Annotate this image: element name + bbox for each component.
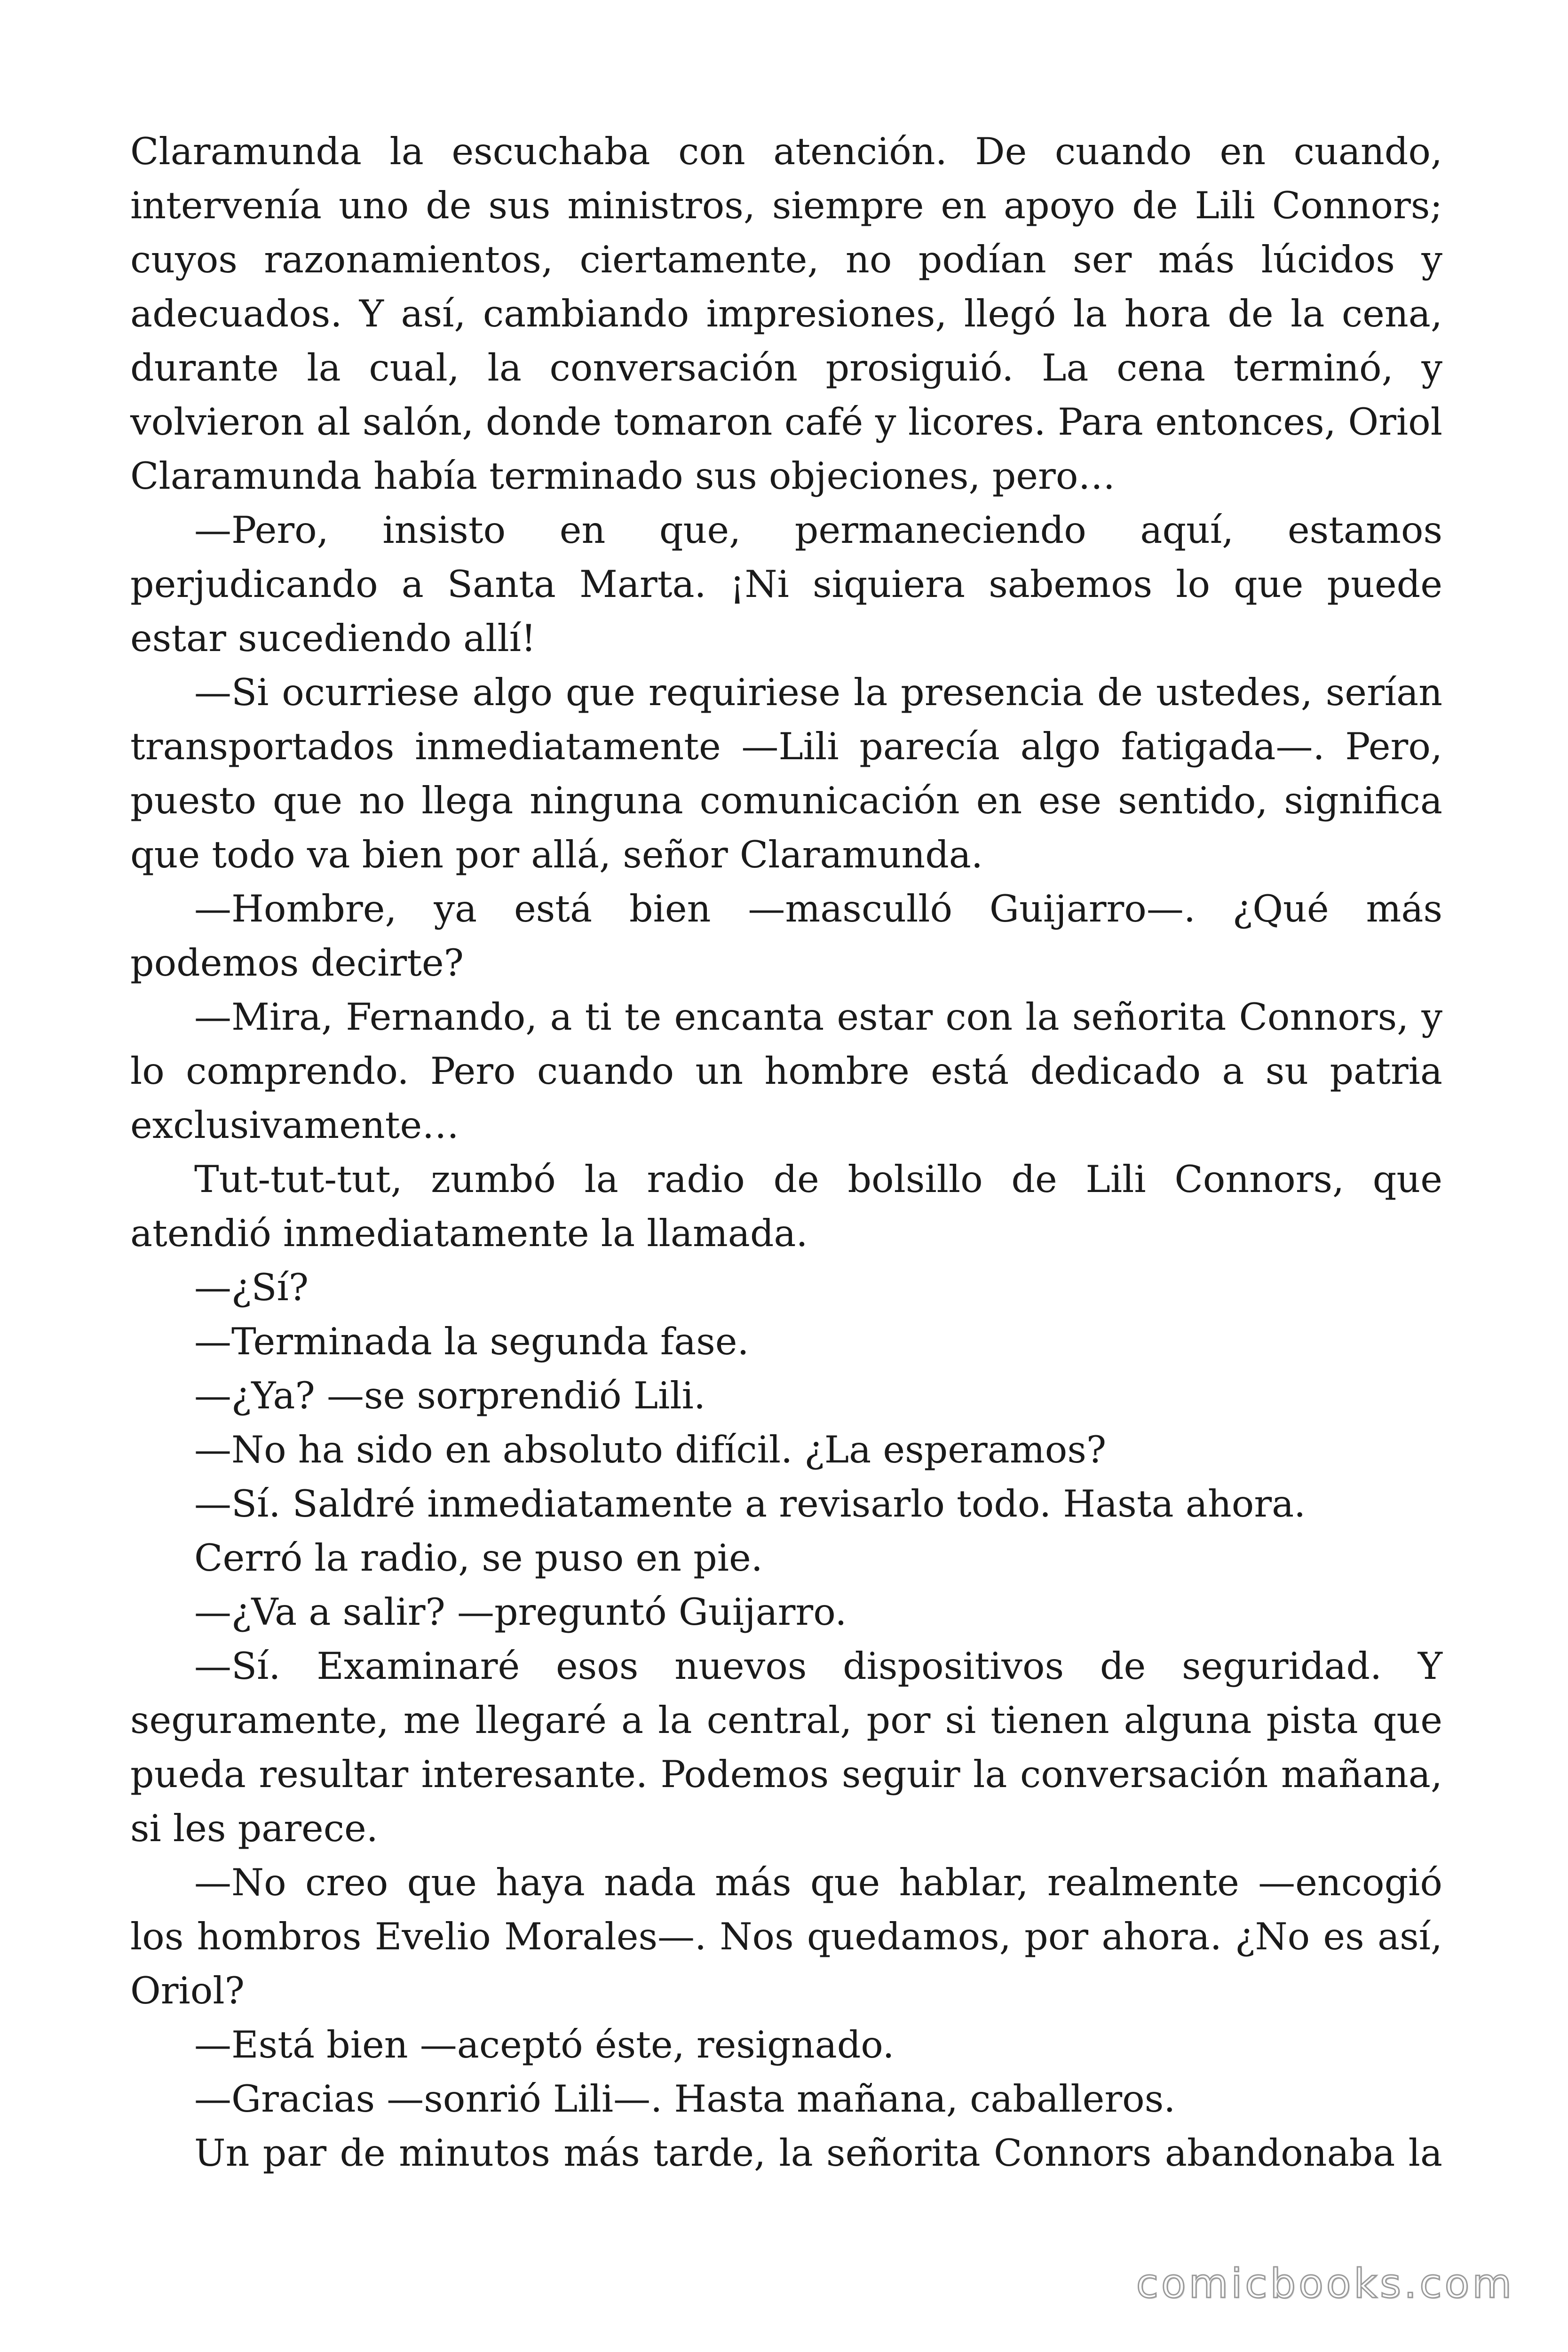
paragraph: —¿Ya? —se sorprendió Lili. — [194, 1374, 706, 1417]
watermark-logo: comicbooks.com — [1136, 2260, 1514, 2307]
paragraph: —Sí. Saldré inmediatamente a revisarlo todo. Hasta ahora. — [194, 1482, 1306, 1526]
paragraph: —Mira, Fernando, a ti te encanta estar con la señorita Connors, y lo comprendo. Pero cuando un hombre está dedicado a su patria exclusivamente… — [130, 995, 1442, 1147]
book-page-text — [130, 125, 1442, 2180]
paragraph: —Terminada la segunda fase. — [194, 1320, 749, 1363]
paragraph: —No ha sido en absoluto difícil. ¿La esperamos? — [194, 1428, 1107, 1471]
paragraph: —No creo que haya nada más que hablar, realmente —encogió los hombros Evelio Morales—. Nos quedamos, por ahora. ¿No es así, Oriol? — [130, 1861, 1442, 2012]
paragraph: Tut-tut-tut, zumbó la radio de bolsillo de Lili Connors, que atendió inmediatamente la llamada. — [130, 1158, 1442, 1255]
paragraph: —Si ocurriese algo que requiriese la presencia de ustedes, serían transportados inmediatamente —Lili parecía algo fatigada—. Pero, puesto que no llega ninguna comunicación en ese sentido, significa que todo va bien por allá, señor Claramunda. — [130, 671, 1442, 876]
paragraph: —Está bien —aceptó éste, resignado. — [194, 2023, 895, 2066]
paragraph: —¿Sí? — [194, 1266, 309, 1309]
paragraph-continues: Un par de minutos más tarde, la señorita Connors abandonaba la — [194, 2131, 1442, 2175]
paragraph: —Pero, insisto en que, permaneciendo aquí, estamos perjudicando a Santa Marta. ¡Ni siquiera sabemos lo que puede estar sucediendo allí! — [130, 509, 1442, 660]
paragraph: Cerró la radio, se puso en pie. — [194, 1536, 763, 1580]
paragraph: Claramunda la escuchaba con atención. De cuando en cuando, intervenía uno de sus ministros, siempre en apoyo de Lili Connors; cuyos razonamientos, ciertamente, no podían ser más lúcidos y adecuados. Y así, cambiando impresiones, llegó la hora de la cena, durante la cual, la conversación prosiguió. La cena terminó, y volvieron al salón, donde tomaron café y licores. Para entonces, Oriol Claramunda había terminado sus objeciones, pero… — [130, 130, 1442, 498]
paragraph: —Gracias —sonrió Lili—. Hasta mañana, caballeros. — [194, 2077, 1176, 2121]
paragraph: —¿Va a salir? —preguntó Guijarro. — [194, 1590, 847, 1634]
paragraph: —Hombre, ya está bien —masculló Guijarro—. ¿Qué más podemos decirte? — [130, 887, 1442, 985]
paragraph: —Sí. Examinaré esos nuevos dispositivos de seguridad. Y seguramente, me llegaré a la central, por si tienen alguna pista que pueda resultar interesante. Podemos seguir la conversación mañana, si les parece. — [130, 1645, 1442, 1850]
